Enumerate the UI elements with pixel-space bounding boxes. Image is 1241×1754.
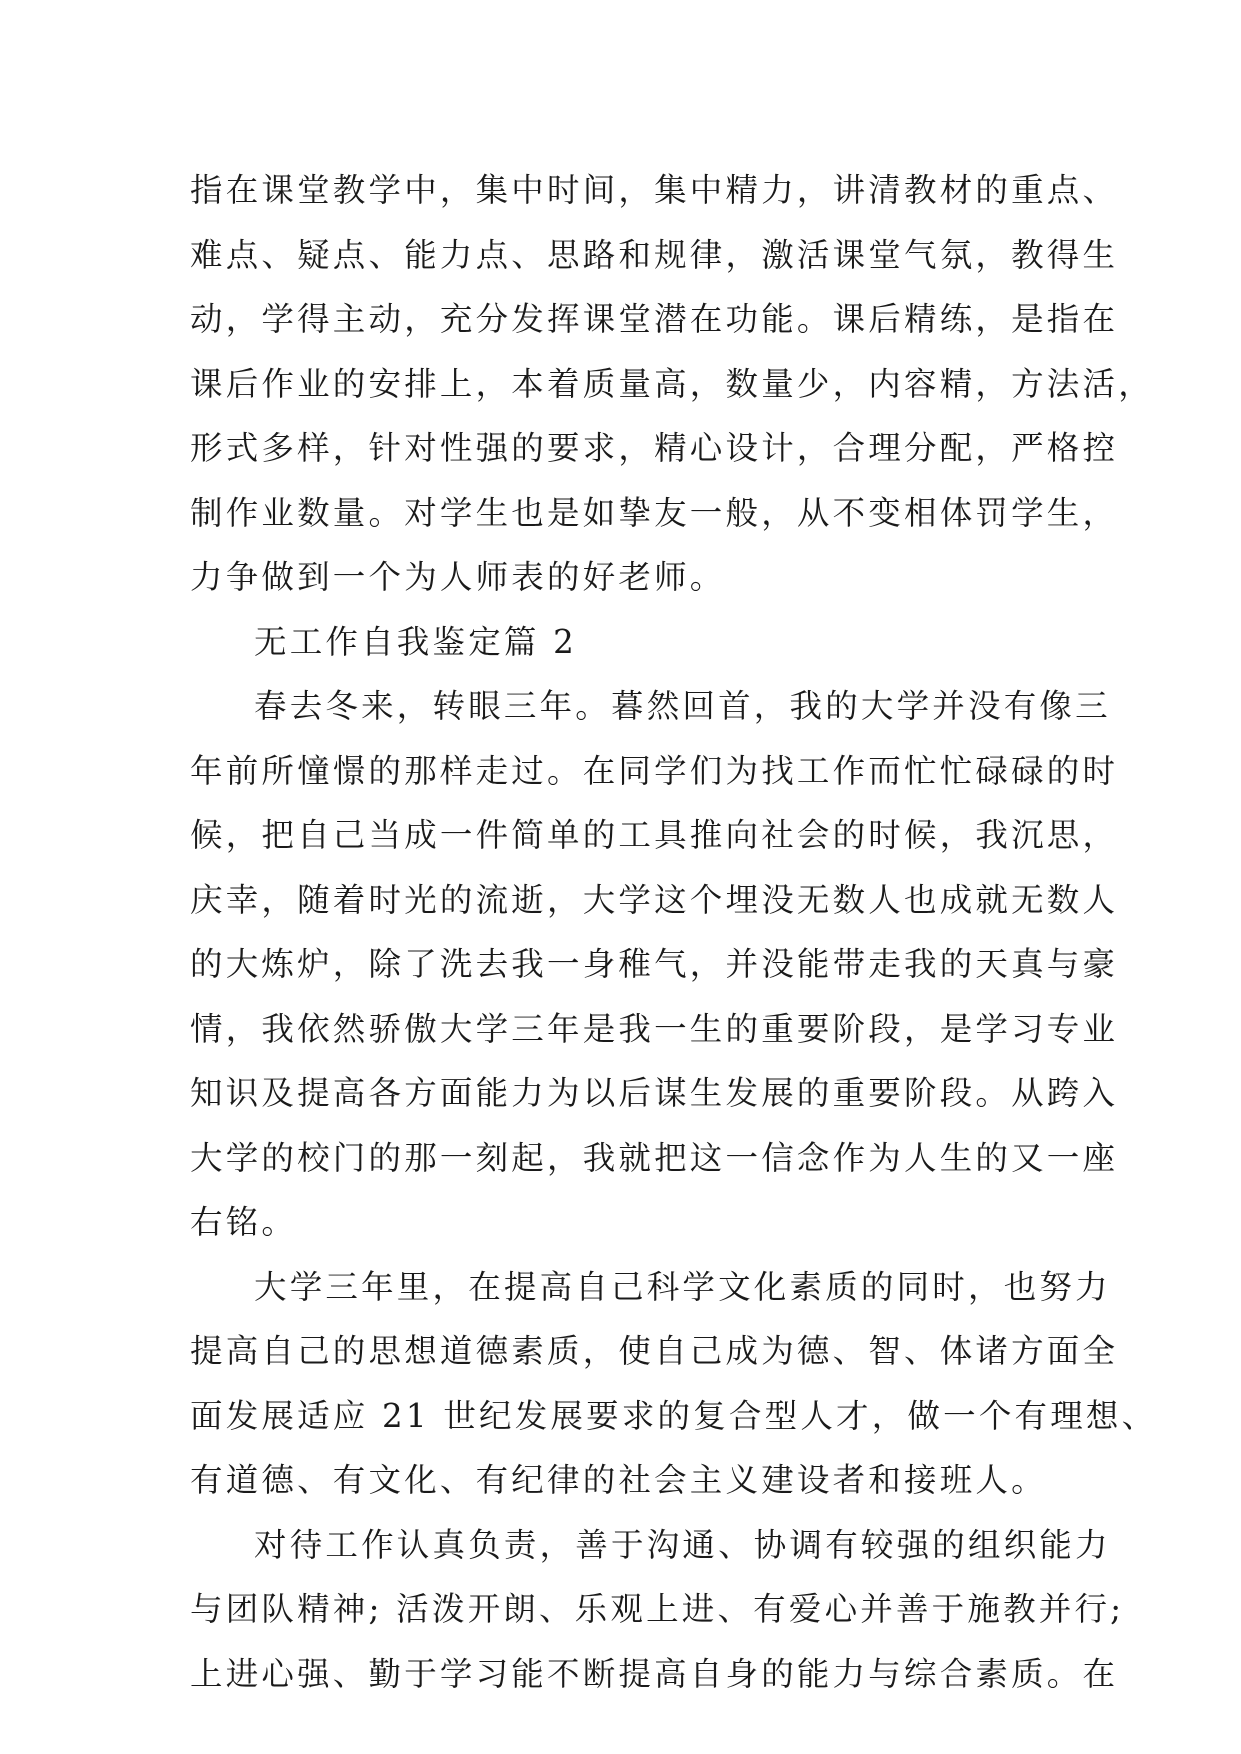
text-line: 大学三年里，在提高自己科学文化素质的同时，也努力 <box>254 1267 1111 1306</box>
text-line: 指在课堂教学中，集中时间，集中精力，讲清教材的重点、 <box>190 171 1119 209</box>
text-line: 春去冬来，转眼三年。暮然回首，我的大学并没有像三 <box>254 687 1111 725</box>
text-line: 面发展适应 21 世纪发展要求的复合型人才，做一个有理想、 <box>190 1396 1158 1435</box>
text-line: 的大炼炉，除了洗去我一身稚气，并没能带走我的天真与豪 <box>190 945 1119 983</box>
text-line: 候，把自己当成一件简单的工具推向社会的时候，我沉思， <box>190 816 1119 854</box>
text-line: 与团队精神; 活泼开朗、乐观上进、有爱心并善于施教并行; <box>190 1590 1125 1628</box>
text-line: 制作业数量。对学生也是如挚友一般，从不变相体罚学生， <box>190 493 1119 532</box>
text-line: 庆幸，随着时光的流逝，大学这个埋没无数人也成就无数人 <box>190 880 1119 919</box>
text-line: 难点、疑点、能力点、思路和规律，激活课堂气氛，教得生 <box>190 235 1119 274</box>
paragraph-work-attitude <box>190 1513 1125 1707</box>
document-body <box>190 158 1158 1706</box>
paragraph-three-years <box>190 1255 1158 1513</box>
text-line: 有道德、有文化、有纪律的社会主义建设者和接班人。 <box>190 1461 1047 1499</box>
text-line: 课后作业的安排上，本着质量高，数量少，内容精，方法活， <box>190 364 1154 403</box>
paragraph-teaching-method <box>190 158 1154 610</box>
text-line: 动，学得主动，充分发挥课堂潜在功能。课后精练，是指在 <box>190 300 1119 338</box>
text-line: 情，我依然骄傲大学三年是我一生的重要阶段，是学习专业 <box>190 1009 1119 1048</box>
text-line: 对待工作认真负责，善于沟通、协调有较强的组织能力 <box>254 1525 1111 1564</box>
text-line: 大学的校门的那一刻起，我就把这一信念作为人生的又一座 <box>190 1138 1119 1177</box>
section-title: 无工作自我鉴定篇 2 <box>254 622 578 661</box>
paragraph-university-reflection <box>190 674 1119 1255</box>
text-line: 提高自己的思想道德素质，使自己成为德、智、体诸方面全 <box>190 1332 1119 1370</box>
section-heading <box>190 610 1050 675</box>
text-line: 上进心强、勤于学习能不断提高自身的能力与综合素质。在 <box>190 1654 1119 1693</box>
text-line: 知识及提高各方面能力为以后谋生发展的重要阶段。从跨入 <box>190 1074 1119 1112</box>
text-line: 力争做到一个为人师表的好老师。 <box>190 558 726 596</box>
text-line: 形式多样，针对性强的要求，精心设计，合理分配，严格控 <box>190 429 1119 467</box>
text-line: 年前所憧憬的那样走过。在同学们为找工作而忙忙碌碌的时 <box>190 751 1119 790</box>
text-line: 右铭。 <box>190 1203 298 1241</box>
